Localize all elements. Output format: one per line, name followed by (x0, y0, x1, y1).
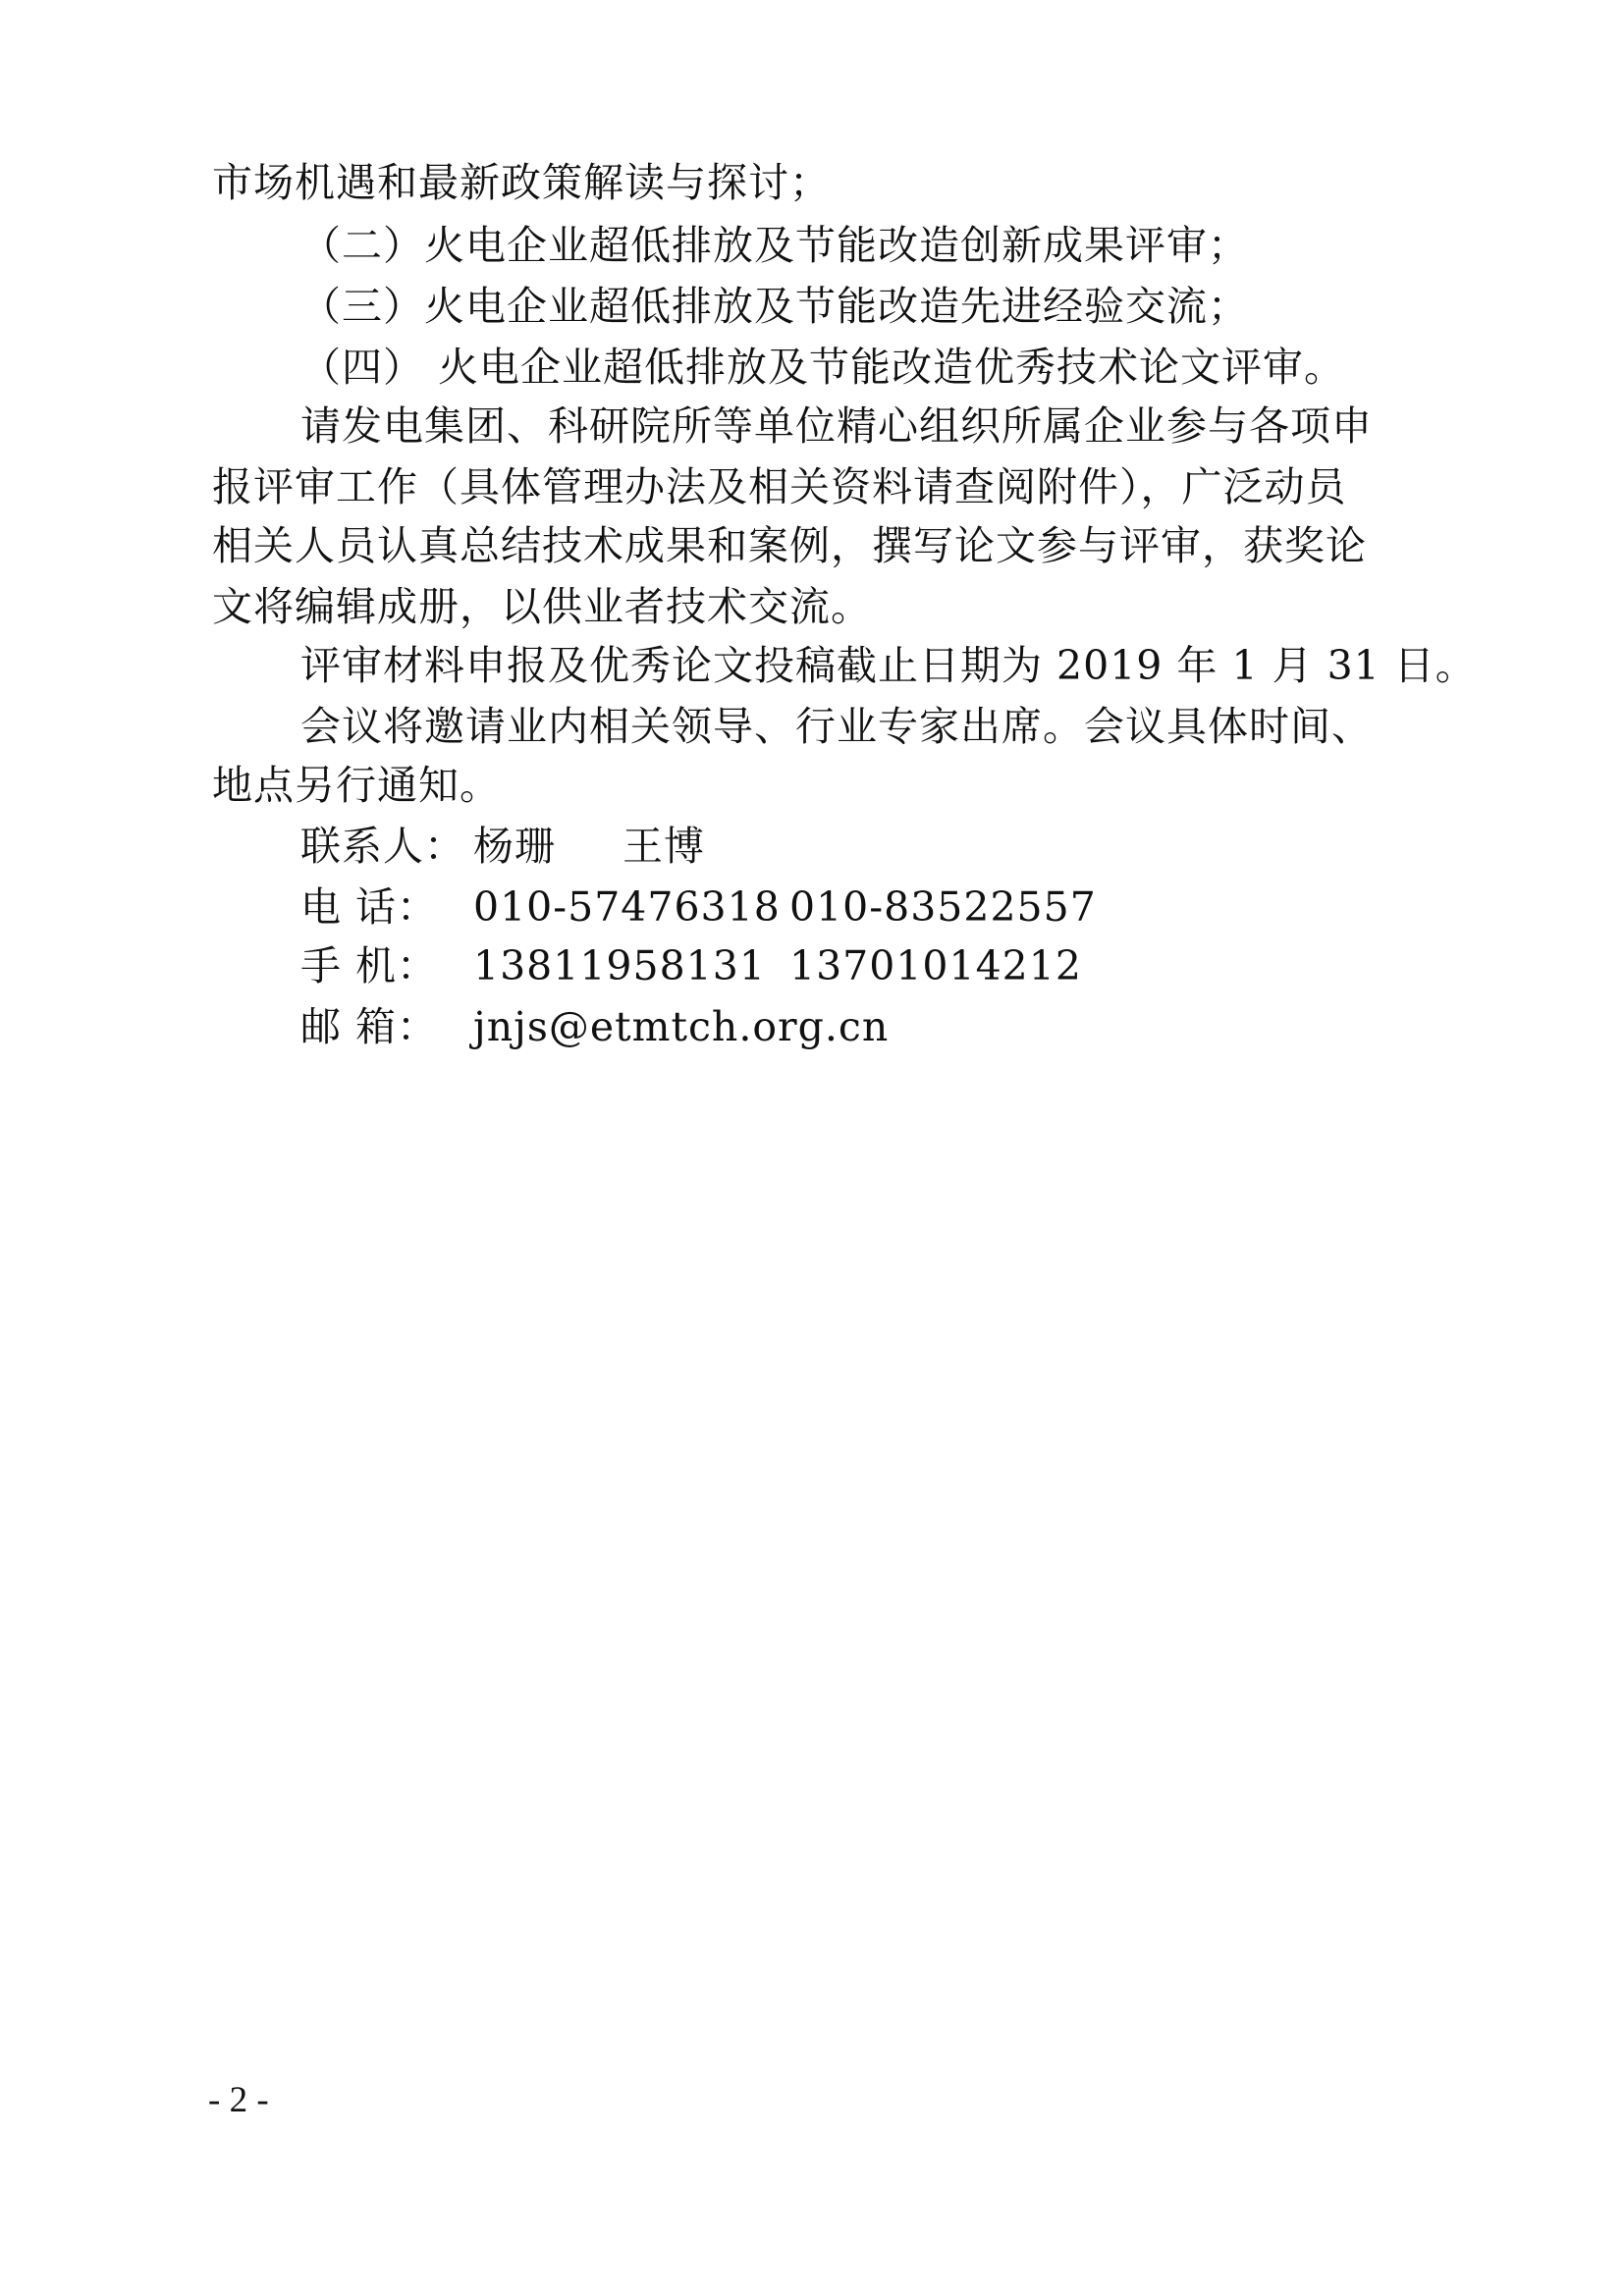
contact-email-row (300, 999, 889, 1054)
paragraph-request-line-3: 相关人员认真总结技术成果和案例，撰写论文参与评审，获奖论 (212, 522, 1367, 569)
contact-person-label: 联系人： (300, 823, 465, 870)
paragraph-request-line-1: 请发电集团、科研院所等单位精心组织所属企业参与各项申 (300, 402, 1373, 450)
contact-email-value: jnjs@etmtch.org.cn (473, 1003, 890, 1050)
contact-phone-row (300, 880, 1097, 934)
paragraph-request-line-2: 报评审工作（具体管理办法及相关资料请查阅附件），广泛动员 (212, 463, 1347, 510)
contact-mobile-label: 手 机： (300, 942, 439, 989)
page-number: - 2 - (208, 2080, 269, 2120)
paragraph-meeting-line-1: 会议将邀请业内相关领导、行业专家出席。会议具体时间、 (300, 703, 1373, 750)
list-item-4: （四） 火电企业超低排放及节能改造优秀技术论文评审。 (300, 344, 1346, 391)
contact-mobile-1: 13811958131 (473, 942, 766, 989)
contact-phone-2: 010-83522557 (789, 883, 1097, 931)
paragraph-line-1: 市场机遇和最新政策解读与探讨； (212, 159, 831, 206)
list-item-2: （二）火电企业超低排放及节能改造创新成果评审； (300, 222, 1249, 269)
contact-mobile-2: 13701014212 (789, 942, 1082, 989)
contact-phone-label: 电 话： (300, 883, 439, 931)
contact-email-label: 邮 箱： (300, 1003, 439, 1050)
contact-phone-1: 010-57476318 (473, 883, 781, 931)
paragraph-deadline: 评审材料申报及优秀论文投稿截止日期为 2019 年 1 月 31 日。 (300, 642, 1477, 689)
contact-mobile-row (300, 938, 1082, 993)
paragraph-meeting-line-2: 地点另行通知。 (212, 762, 501, 809)
contact-person-1: 杨珊 (473, 823, 556, 870)
contact-person-row (300, 819, 705, 874)
paragraph-request-line-4: 文将编辑成册，以供业者技术交流。 (212, 583, 872, 630)
list-item-3: （三）火电企业超低排放及节能改造先进经验交流； (300, 283, 1249, 330)
contact-person-2: 王博 (623, 823, 705, 870)
